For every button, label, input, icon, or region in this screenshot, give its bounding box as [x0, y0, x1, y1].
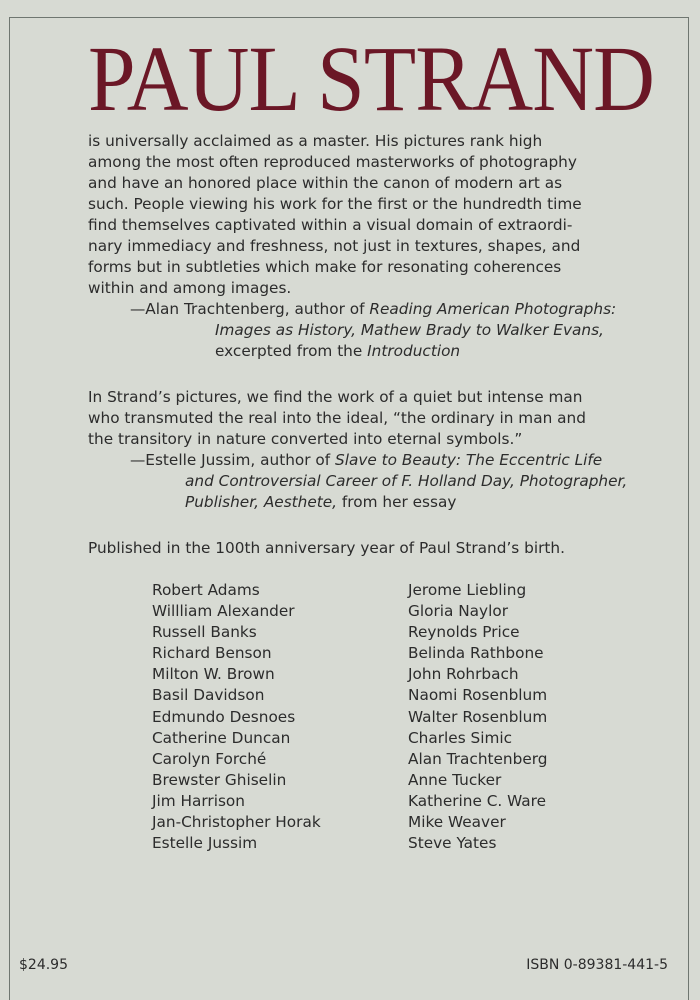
- quote-text: [88, 387, 648, 450]
- quote-line: forms but in subtleties which make for resonating coherences: [88, 258, 562, 276]
- quote-line: among the most often reproduced masterworks of photography: [88, 153, 577, 171]
- contributor-name: Reynolds Price: [408, 623, 520, 642]
- source-italic: Introduction: [367, 342, 461, 360]
- contributor-name: Estelle Jussim: [152, 834, 258, 853]
- attribution-source: from her essay: [337, 493, 457, 511]
- isbn-label: ISBN 0-89381-441-5: [526, 957, 668, 973]
- contributor-name: Russell Banks: [152, 623, 257, 642]
- book-title-italic: Publisher, Aesthete,: [185, 493, 338, 511]
- published-note: Published in the 100th anniversary year of Paul Strand’s birth.: [88, 539, 565, 557]
- contributor-name: Robert Adams: [152, 581, 260, 599]
- contributor-name: Alan Trachtenberg: [408, 749, 548, 768]
- quote-attribution: [88, 450, 648, 513]
- contributor-name: Katherine C. Ware: [408, 791, 547, 810]
- contributor-name: Carolyn Forché: [152, 749, 267, 768]
- contributor-name: Basil Davidson: [152, 686, 265, 705]
- contributor-name: Walter Rosenblum: [408, 707, 548, 726]
- attribution-source: excerpted from the: [215, 342, 368, 360]
- contributor-name: Brewster Ghiselin: [152, 770, 287, 789]
- quote-line: the transitory in nature converted into eternal symbols.”: [88, 430, 523, 448]
- quote-line: and have an honored place within the canon of modern art as: [88, 174, 563, 192]
- attribution-author: —Estelle Jussim, author of: [130, 451, 336, 469]
- quote-line: find themselves captivated within a visual domain of extraordi-: [88, 216, 573, 234]
- contributor-name: Willliam Alexander: [152, 602, 295, 621]
- contributor-column-left: [152, 580, 408, 854]
- book-title: PAUL STRAND: [88, 28, 654, 131]
- contributor-name: Naomi Rosenblum: [408, 686, 548, 705]
- contributor-name: Gloria Naylor: [408, 602, 509, 621]
- contributor-name: Anne Tucker: [408, 770, 502, 789]
- contributor-name: Jan-Christopher Horak: [152, 813, 321, 832]
- contributor-name: Catherine Duncan: [152, 728, 291, 747]
- contributor-name: Steve Yates: [408, 834, 497, 853]
- quote-line: is universally acclaimed as a master. His pictures rank high: [88, 132, 543, 150]
- contributor-name: Mike Weaver: [408, 813, 506, 832]
- jussim-quote: [88, 387, 648, 513]
- quote-attribution: [88, 299, 648, 362]
- book-title-italic: Reading American Photographs:: [369, 300, 617, 318]
- quote-line: such. People viewing his work for the first or the hundredth time: [88, 195, 582, 213]
- contributor-name: Charles Simic: [408, 728, 513, 747]
- quote-line: within and among images.: [88, 279, 292, 297]
- book-title-italic: Slave to Beauty: The Eccentric Life: [335, 451, 603, 469]
- quote-line: nary immediacy and freshness, not just in textures, shapes, and: [88, 237, 581, 255]
- contributor-name: Jerome Liebling: [408, 581, 527, 599]
- trachtenberg-quote: [88, 131, 648, 362]
- contributor-name: Belinda Rathbone: [408, 644, 544, 663]
- book-title-italic: Images as History, Mathew Brady to Walker Evans,: [215, 321, 604, 339]
- price-label: $24.95: [19, 957, 68, 973]
- contributor-column-right: [408, 580, 547, 854]
- attribution-author: —Alan Trachtenberg, author of: [130, 300, 370, 318]
- contributor-name: Jim Harrison: [152, 791, 245, 810]
- contributor-list: [152, 580, 572, 854]
- contributor-name: John Rohrbach: [408, 665, 519, 684]
- contributor-name: Edmundo Desnoes: [152, 707, 296, 726]
- quote-line: who transmuted the real into the ideal, “the ordinary in man and: [88, 409, 586, 427]
- quote-line: In Strand’s pictures, we find the work of a quiet but intense man: [88, 388, 583, 406]
- contributor-name: Milton W. Brown: [152, 665, 275, 684]
- contributor-name: Richard Benson: [152, 644, 272, 663]
- quote-text: [88, 131, 648, 299]
- book-title-italic: and Controversial Career of F. Holland Day, Photographer,: [185, 472, 628, 490]
